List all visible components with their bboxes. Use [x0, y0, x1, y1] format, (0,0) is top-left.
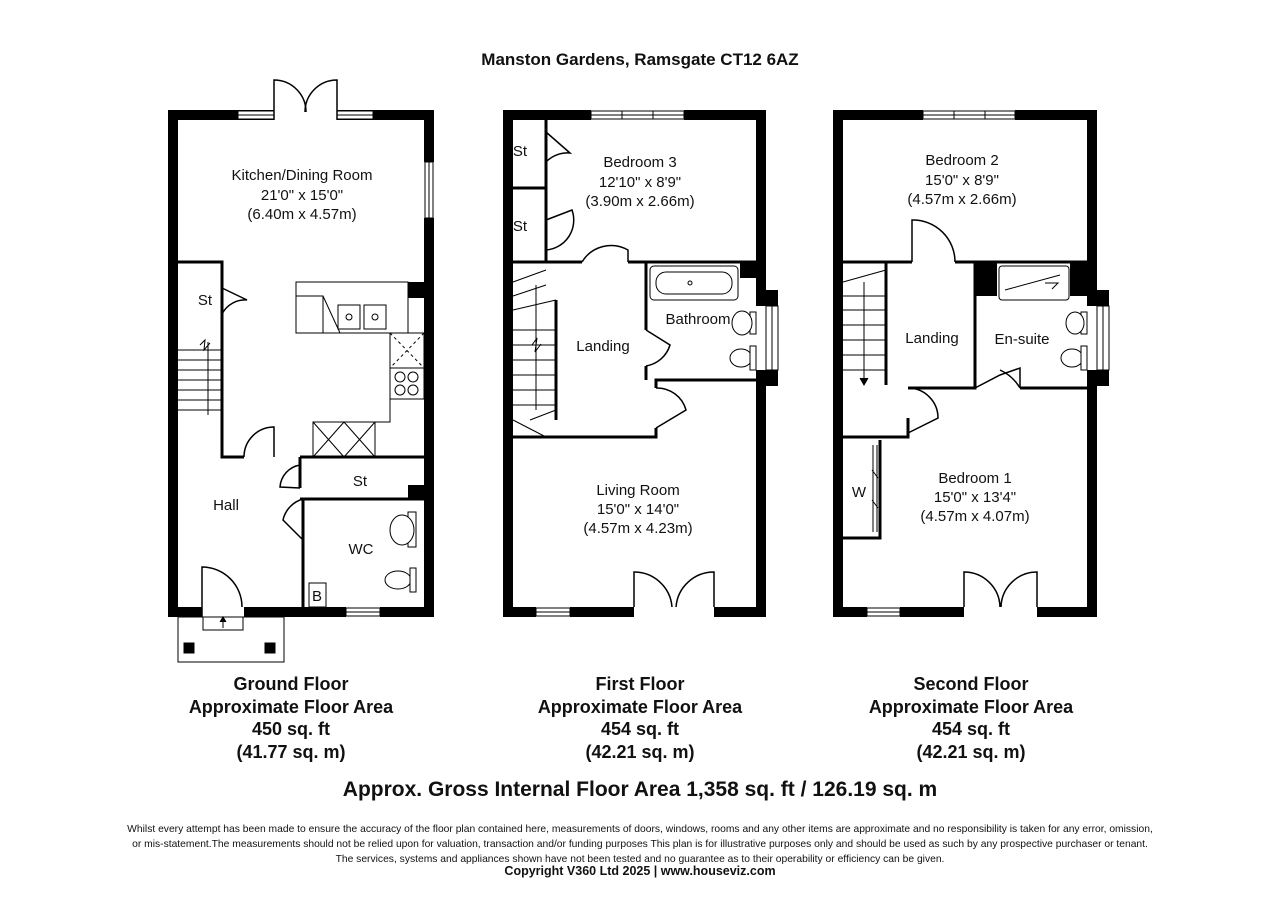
first-floor-store-2-label: St — [512, 218, 528, 235]
second-floor-patio-doors — [964, 572, 1037, 607]
ground-floor-interior-walls — [178, 262, 424, 607]
floor-name: Ground Floor — [233, 674, 349, 694]
floor-area-sqft: 454 sq. ft — [600, 719, 680, 739]
bedroom3-metric: (3.90m x 2.66m) — [585, 193, 695, 210]
wardrobe-label: W — [851, 484, 867, 501]
boiler-label: B — [311, 588, 323, 605]
second-floor-plan — [833, 110, 1109, 617]
floor-area-sqm: (41.77 sq. m) — [236, 741, 346, 762]
ground-floor-doors — [202, 288, 303, 617]
living-room-imperial: 15'0" x 14'0" — [596, 501, 680, 518]
bedroom3-imperial: 12'10" x 8'9" — [598, 174, 682, 191]
understairs-store-label: St — [352, 473, 368, 490]
bedroom1-name: Bedroom 1 — [938, 470, 1012, 487]
disclaimer-line: Whilst every attempt has been made to ensure the accuracy of the floor plan contained here, measurements of doors, windows, rooms and any other items are approximate and no responsibility is taken for any error, omission, — [127, 824, 1153, 835]
copyright: Copyright V360 Ltd 2025 | www.houseviz.com — [504, 864, 776, 878]
bedroom2-metric: (4.57m x 2.66m) — [907, 191, 1017, 208]
wc-label: WC — [348, 541, 374, 558]
first-floor-patio-doors — [634, 572, 714, 607]
disclaimer-line: or mis-statement.The measurements should not be relied upon for valuation, transaction and/or funding purposes This plan is for illustrative purposes only and should be used as such by any prospective purchaser or tenant. — [132, 839, 1148, 850]
ground-floor-stairs — [178, 340, 222, 415]
first-floor-caption — [480, 673, 800, 763]
first-floor-plan — [503, 110, 778, 617]
living-room-name: Living Room — [596, 482, 680, 499]
bedroom1-imperial: 15'0" x 13'4" — [933, 489, 1017, 506]
kitchen-name: Kitchen/Dining Room — [231, 167, 373, 184]
kitchen-metric: (6.40m x 4.57m) — [247, 206, 357, 223]
hall-store-label: St — [197, 292, 213, 309]
floor-name: Second Floor — [913, 674, 1029, 694]
second-floor-stairs — [843, 270, 886, 385]
ground-floor-caption — [131, 673, 451, 763]
floor-area-sqm: (42.21 sq. m) — [585, 741, 695, 762]
bedroom2-name: Bedroom 2 — [925, 152, 999, 169]
first-floor-stairs — [513, 270, 556, 437]
floor-area-label: Approximate Floor Area — [537, 696, 743, 717]
kitchen-imperial: 21'0" x 15'0" — [260, 187, 344, 204]
bedroom1-metric: (4.57m x 4.07m) — [920, 508, 1030, 525]
plan-title: Manston Gardens, Ramsgate CT12 6AZ — [481, 50, 799, 69]
floor-area-label: Approximate Floor Area — [188, 696, 394, 717]
kitchen-units — [296, 282, 424, 457]
ground-floor-plan — [168, 80, 434, 662]
living-room-metric: (4.57m x 4.23m) — [583, 520, 693, 537]
second-floor-doors — [908, 220, 1020, 433]
floor-area-sqm: (42.21 sq. m) — [916, 741, 1026, 762]
second-floor-caption — [811, 673, 1131, 763]
first-floor-store-1-label: St — [512, 143, 528, 160]
bathroom-label: Bathroom — [665, 311, 731, 328]
floor-name: First Floor — [595, 674, 685, 694]
ground-floor-patio-doors — [274, 80, 337, 120]
floor-area-sqft: 450 sq. ft — [251, 719, 331, 739]
bedroom3-name: Bedroom 3 — [603, 154, 677, 171]
bedroom2-imperial: 15'0" x 8'9" — [925, 172, 999, 189]
hall-label: Hall — [213, 497, 239, 514]
floor-area-sqft: 454 sq. ft — [931, 719, 1011, 739]
gross-floor-area: Approx. Gross Internal Floor Area 1,358 sq. ft / 126.19 sq. m — [342, 778, 938, 801]
disclaimer — [60, 822, 1220, 867]
floor-area-label: Approximate Floor Area — [868, 696, 1074, 717]
ensuite-label: En-suite — [994, 331, 1050, 348]
front-step — [178, 617, 284, 662]
second-floor-landing-label: Landing — [905, 330, 959, 347]
disclaimer-line: The services, systems and appliances shown have not been tested and no guarantee as to their operability or efficiency can be given. — [335, 854, 945, 865]
first-floor-landing-label: Landing — [576, 338, 630, 355]
wc-fixtures — [309, 512, 416, 607]
wardrobe — [872, 445, 878, 532]
